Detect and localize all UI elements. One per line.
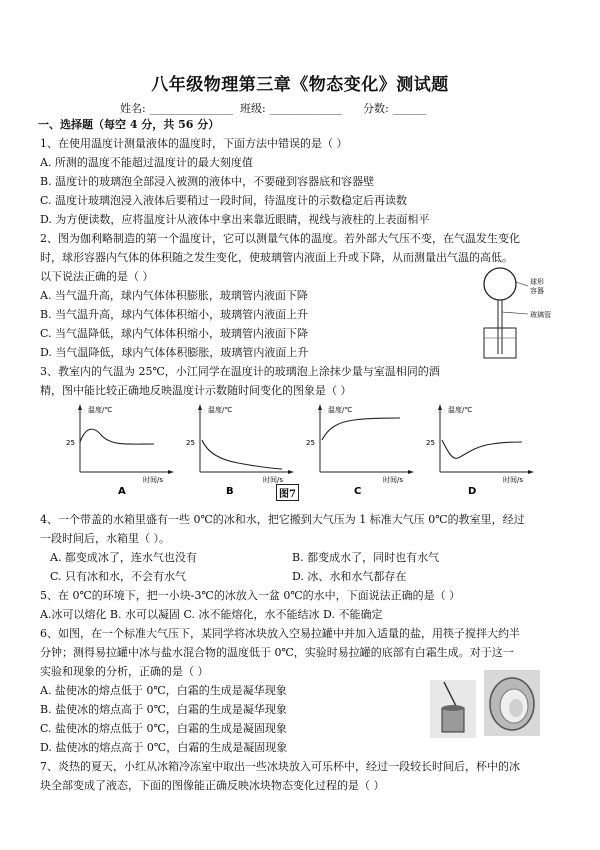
- graph-d-y-arrow: [438, 404, 442, 410]
- question-2-stem-2: 时，球形容器内气体的体积随之发生变化，使玻璃管内液面上升或下降，从而测量出气温的高低。: [40, 251, 513, 264]
- question-2-stem-3: 以下说法正确的是（ ）: [40, 270, 154, 283]
- liquid-vessel: [484, 328, 516, 358]
- graph-d-tick-25: 25: [426, 439, 435, 447]
- question-6-option-a: A. 盐使冰的熔点低于 0℃，白霜的生成是凝华现象: [40, 684, 287, 697]
- graph-b-x-arrow: [288, 470, 294, 474]
- question-1-option-a: A. 所测的温度不能超过温度计的最大刻度值: [40, 156, 253, 169]
- graph-c-letter: C: [354, 486, 362, 495]
- question-6-stem-1: 6、如图，在一个标准大气压下，某同学将冰块放入空易拉罐中并加入适量的盐，用筷子搅拌大约半: [40, 627, 520, 640]
- graph-c-ylabel: 温度/℃: [328, 406, 353, 414]
- question-4-option-d: D. 冰、水和水气都存在: [292, 570, 407, 583]
- galileo-thermometer-figure: [478, 262, 560, 362]
- graph-a-letter: A: [118, 486, 126, 495]
- fig-label-bulb: 球形: [530, 278, 544, 286]
- question-5-options: A.冰可以熔化 B. 水可以凝固 C. 冰不能熔化，水不能结冰 D. 不能确定: [40, 608, 383, 621]
- frost-center-shape: [509, 699, 523, 717]
- question-4-option-c: C. 只有冰和水，不会有水气: [50, 570, 187, 583]
- graph-d-curve: [442, 440, 522, 458]
- question-2-option-d: D. 当气温降低，球内气体体积膨胀，玻璃管内液面上升: [40, 346, 309, 359]
- graph-b-letter: B: [226, 486, 234, 495]
- graph-b-tick-25: 25: [186, 439, 195, 447]
- fig-label-tube: 玻璃管: [530, 311, 551, 319]
- name-label: 姓名:: [120, 102, 146, 115]
- graph-b-xlabel: 时间/s: [263, 476, 284, 484]
- section-heading: 一、选择题（每空 4 分，共 56 分）: [38, 118, 220, 131]
- question-1-option-b: B. 温度计的玻璃泡全部浸入被测的液体中，不要碰到容器底和容器壁: [40, 175, 375, 188]
- score-label: 分数:: [363, 102, 389, 115]
- leader-line-2: [502, 312, 528, 314]
- graph-d-x-arrow: [528, 470, 534, 474]
- question-7-stem-2: 块全部变成了液态，下面的图像能正确反映冰块物态变化过程的是（ ）: [40, 779, 385, 792]
- graph-c-xlabel: 时间/s: [383, 476, 404, 484]
- page-title: 八年级物理第三章《物态变化》测试题: [151, 75, 449, 95]
- can-top-shape: [442, 705, 464, 711]
- graph-c-curve: [322, 418, 400, 440]
- question-6-stem-2: 分钟；测得易拉罐中冰与盐水混合物的温度低于 0℃，实验时易拉罐的底部有白霜生成。对于这一: [40, 646, 514, 659]
- question-6-stem-3: 实验和现象的分析，正确的是（ ）: [40, 665, 209, 678]
- graph-a-y-arrow: [78, 404, 82, 410]
- question-4-stem-2: 一段时间后，水箱里（ ）。: [40, 532, 170, 545]
- question-6-option-d: D. 盐使冰的熔点高于 0℃，白霜的生成是凝固现象: [40, 741, 288, 754]
- question-2-option-a: A. 当气温升高，球内气体体积膨胀，玻璃管内液面下降: [40, 289, 308, 302]
- graph-c-y-arrow: [318, 404, 322, 410]
- question-6-option-b: B. 盐使冰的熔点高于 0℃，白霜的生成是凝华现象: [40, 703, 287, 716]
- bulb-container-shape: [484, 268, 516, 300]
- graph-a-xlabel: 时间/s: [143, 476, 164, 484]
- graph-d-letter: D: [468, 486, 477, 495]
- question-1-stem: 1、在使用温度计测量液体的温度时，下面方法中错误的是（ ）: [40, 137, 348, 150]
- can-frost-photo: [484, 670, 540, 736]
- class-blank: _____________: [269, 104, 342, 115]
- graph-c: [298, 400, 418, 495]
- graph-b-y-arrow: [198, 404, 202, 410]
- graph-a-ylabel: 温度/℃: [88, 406, 113, 414]
- question-3-stem-2: 精，图中能比较正确地反映温度计示数随时间变化的图象是（ ）: [40, 384, 352, 397]
- figure-caption: 图7: [276, 484, 299, 501]
- student-info-line: [120, 100, 430, 116]
- fig-label-bulb-2: 容器: [530, 287, 544, 295]
- question-5-stem: 5、在 0℃的环境下，把一小块-3℃的冰放入一盆 0℃的水中，下面说法正确的是（ ）: [40, 589, 461, 602]
- graph-c-x-arrow: [408, 470, 414, 474]
- question-3-stem-1: 3、教室内的气温为 25℃，小江同学在温度计的玻璃泡上涂抹少量与室温相同的酒: [40, 365, 440, 378]
- graph-a-tick-25: 25: [66, 439, 75, 447]
- graph-a-x-arrow: [168, 470, 174, 474]
- graph-b-curve: [202, 440, 282, 469]
- question-2-stem-1: 2、图为伽利略制造的第一个温度计，它可以测量气体的温度。若外部大气压不变，在气温发生变化: [40, 232, 520, 245]
- name-blank: _______________: [149, 104, 233, 115]
- graph-b: [178, 400, 298, 495]
- graph-c-tick-25: 25: [306, 439, 315, 447]
- question-1-option-c: C. 温度计玻璃泡浸入液体后要稍过一段时间，待温度计的示数稳定后再读数: [40, 194, 408, 207]
- graph-a: [58, 400, 178, 495]
- can-shape: [442, 708, 464, 732]
- graph-b-ylabel: 温度/℃: [208, 406, 233, 414]
- graph-d-ylabel: 温度/℃: [448, 406, 473, 414]
- score-blank: ______: [392, 104, 426, 115]
- question-2-option-b: B. 当气温升高，球内气体体积缩小，玻璃管内液面上升: [40, 308, 309, 321]
- graph-d: [418, 400, 538, 495]
- leader-line-1: [516, 282, 528, 286]
- can-stirring-photo: [430, 680, 476, 738]
- question-7-stem-1: 7、炎热的夏天，小红从冰箱冷冻室中取出一些冰块放入可乐杯中，经过一段较长时间后，杯中的冰: [40, 760, 520, 773]
- question-4-option-b: B. 都变成水了，同时也有水气: [292, 551, 440, 564]
- question-2-option-c: C. 当气温降低，球内气体体积缩小，玻璃管内液面下降: [40, 327, 309, 340]
- question-1-option-d: D. 为方便读数，应将温度计从液体中拿出来靠近眼睛，视线与液柱的上表面相平: [40, 213, 430, 226]
- graph-a-curve: [80, 429, 154, 444]
- class-label: 班级:: [240, 102, 266, 115]
- question-6-option-c: C. 盐使冰的熔点低于 0℃，白霜的生成是凝固现象: [40, 722, 287, 735]
- question-4-stem-1: 4、一个带盖的水箱里盛有一些 0℃的冰和水，把它搬到大气压为 1 标准大气压 0℃的教室里，经过: [40, 513, 525, 526]
- question-4-option-a: A. 都变成冰了，连水气也没有: [50, 551, 197, 564]
- graph-d-xlabel: 时间/s: [503, 476, 524, 484]
